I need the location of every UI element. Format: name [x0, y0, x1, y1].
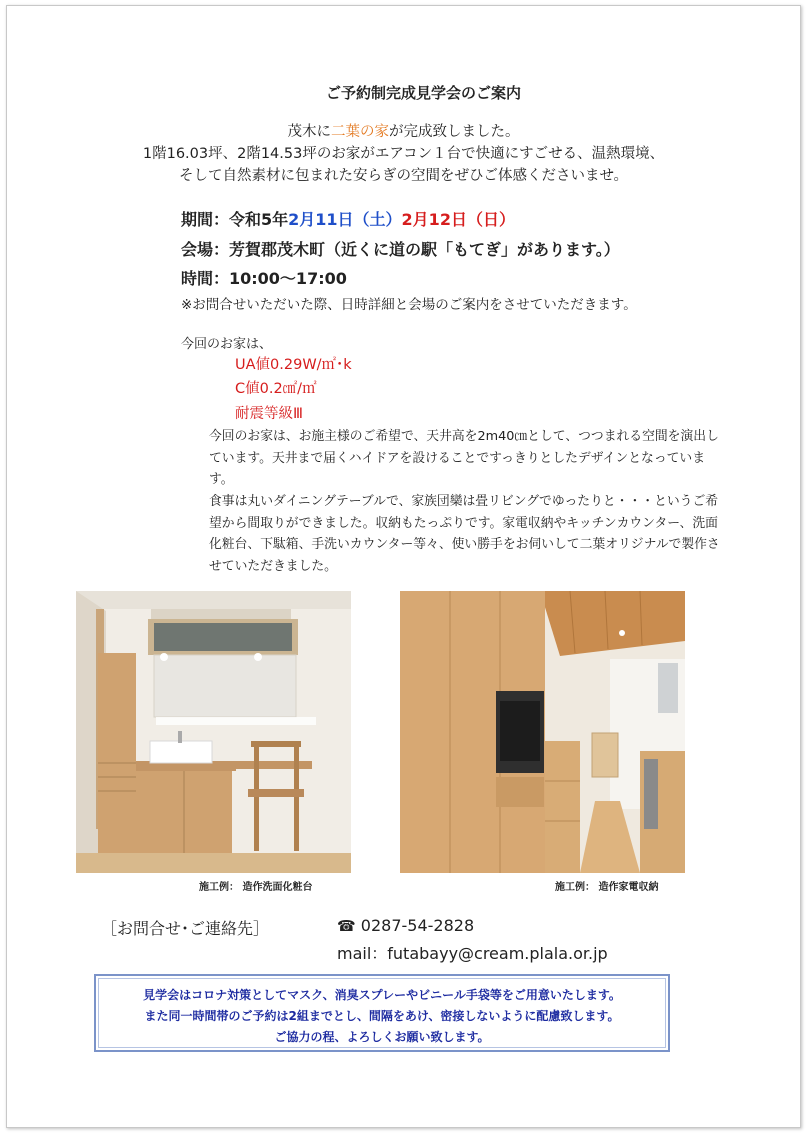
intro-line-1-post: が完成致しました。 [389, 124, 520, 140]
intro-line-1-pre: 茂木に [287, 124, 331, 140]
notice-line-1: 見学会はコロナ対策としてマスク、消臭スプレーやビニール手袋等をご用意いたします。 [143, 988, 621, 1002]
description-paragraph-2: 食事は丸いダイニングテーブルで、家族団欒は畳リビングでゆったりと・・・というご希望から間取りができました。収納もたっぷりです。家電収納やキッチンカウンター、洗面化粧台、下駄箱、手洗いカウンター等々、使い勝手をお伺いして二葉オリジナルで製作させていただきました。 [209, 494, 720, 574]
kitchen-illustration [400, 591, 685, 873]
intro-line-2: 1階16.03坪、2階14.53坪のお家がエアコン１台で快適にすごせる、温熱環境、 [142, 146, 665, 162]
photo-vanity [76, 591, 351, 873]
spec-c-value: C値0.2㎠/㎡ [235, 381, 317, 397]
document-page [6, 5, 801, 1128]
photo-vanity-caption: 施工例： 造作洗面化粧台 [199, 882, 313, 893]
contact-phone[interactable] [337, 916, 474, 935]
spec-ua-value: UA値0.29W/㎡･k [235, 357, 352, 373]
event-time: 時間：10:00〜17:00 [181, 269, 347, 288]
event-period [181, 207, 515, 230]
notice-line-3: ご協力の程、よろしくお願い致します。 [274, 1030, 490, 1044]
notice-line-2: また同一時間帯のご予約は2組までとし、間隔をあけ、密接しないように配慮致します。 [144, 1009, 620, 1023]
covid-notice-box [94, 974, 670, 1052]
event-note: ※お問合せいただいた際、日時詳細と会場のご案内をさせていただきます。 [181, 297, 637, 313]
contact-mail[interactable]: mail：futabayy@cream.plala.or.jp [337, 944, 608, 963]
page-title: ご予約制完成見学会のご案内 [325, 84, 521, 102]
photo-appliance-caption: 施工例： 造作家電収納 [555, 882, 659, 893]
description-paragraph-1: 今回のお家は、お施主様のご希望で、天井高を2m40㎝として、つつまれる空間を演出しています。天井まで届くハイドアを設けることですっきりとしたデザインとなっています。 [209, 429, 719, 487]
intro-line-1 [7, 120, 800, 141]
brand-name: 二葉の家 [331, 124, 389, 140]
period-date-2: 2月12日（日） [401, 210, 515, 229]
spec-intro: 今回のお家は、 [181, 337, 273, 352]
vanity-illustration [76, 591, 351, 873]
phone-number: 0287-54-2828 [360, 916, 475, 935]
contact-label: ［お問合せ･ご連絡先］ [101, 919, 270, 938]
photo-appliance-storage [400, 591, 685, 873]
spec-quake-grade: 耐震等級Ⅲ [235, 406, 303, 422]
event-venue: 会場：芳賀郡茂木町（近くに道の駅「もてぎ」があります。） [181, 240, 620, 259]
period-date-1: 2月11日（土） [288, 210, 402, 229]
phone-icon: ☎ [337, 917, 356, 935]
intro-line-3: そして自然素材に包まれた安らぎの空間をぜひご体感くださいませ。 [178, 168, 629, 184]
period-label: 期間：令和5年 [181, 210, 289, 229]
